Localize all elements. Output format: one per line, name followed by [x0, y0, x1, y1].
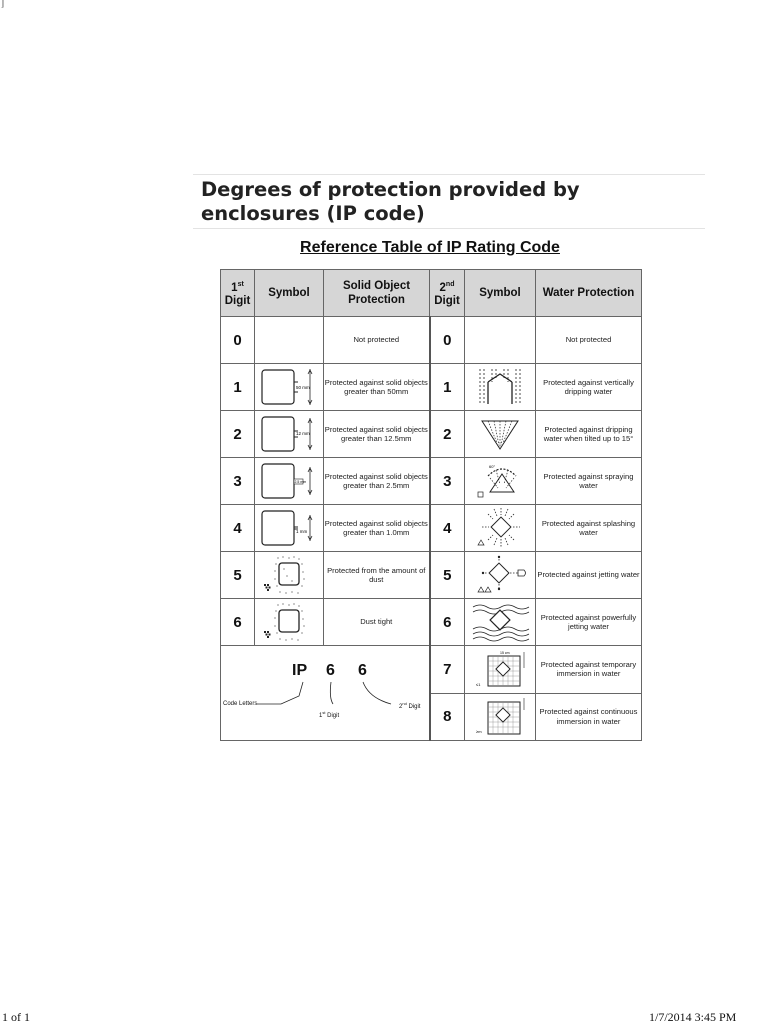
header-second-digit: 2nd Digit — [430, 270, 465, 317]
ip-example-cell — [221, 646, 430, 741]
header-symbol-water: Symbol — [465, 270, 536, 317]
code-letters-label: Code Letters — [223, 701, 258, 707]
table-row — [221, 599, 642, 646]
dust-tight-icon — [255, 599, 324, 646]
solid-symbol-empty — [255, 317, 324, 364]
water-digit: 8 — [430, 693, 465, 741]
page-title: Degrees of protection provided by enclosures (IP code) — [201, 178, 580, 225]
water-digit: 0 — [430, 317, 465, 364]
water-symbol-empty — [465, 317, 536, 364]
water-desc: Protected against jetting water — [536, 552, 642, 599]
jet-icon — [465, 552, 536, 599]
table-row — [221, 317, 642, 364]
svg-text:2.5 mm: 2.5 mm — [294, 480, 307, 484]
water-digit: 6 — [430, 599, 465, 646]
corner-mark: ] — [1, 0, 4, 8]
table-title: Reference Table of IP Rating Code — [300, 239, 560, 256]
page-count: 1 of 1 — [2, 1010, 30, 1024]
header-symbol: Symbol — [255, 270, 324, 317]
water-desc: Protected against spraying water — [536, 458, 642, 505]
table-row — [221, 364, 642, 411]
ip-code-letters: IP — [292, 662, 308, 679]
water-desc: Not protected — [536, 317, 642, 364]
splash-icon — [465, 505, 536, 552]
solid-digit: 3 — [221, 458, 255, 505]
solid-digit: 5 — [221, 552, 255, 599]
heading-rule-top — [193, 174, 705, 175]
box-2.5mm-icon — [255, 458, 324, 505]
solid-desc: Not protected — [324, 317, 430, 364]
solid-desc: Dust tight — [324, 599, 430, 646]
water-desc: Protected against splashing water — [536, 505, 642, 552]
powerful-jet-icon — [465, 599, 536, 646]
svg-text:15 cm: 15 cm — [500, 651, 510, 656]
water-digit: 3 — [430, 458, 465, 505]
svg-text:≤1: ≤1 — [476, 682, 481, 688]
solid-digit: 4 — [221, 505, 255, 552]
water-desc: Protected against continuous immersion in water — [536, 693, 642, 741]
spray-icon — [465, 458, 536, 505]
heading-rule-bottom — [193, 228, 705, 229]
table-row — [221, 552, 642, 599]
svg-text:≥m: ≥m — [476, 728, 482, 734]
box-1mm-icon — [255, 505, 324, 552]
ip-second-digit: 6 — [358, 662, 367, 679]
drip-15deg-icon — [465, 411, 536, 458]
box-50mm-icon — [255, 364, 324, 411]
table-row — [221, 411, 642, 458]
vertical-drip-icon — [465, 364, 536, 411]
svg-text:50 mm: 50 mm — [296, 385, 310, 390]
ip-rating-table — [220, 269, 642, 741]
solid-digit: 0 — [221, 317, 255, 364]
box-12mm-icon — [255, 411, 324, 458]
water-digit: 7 — [430, 646, 465, 694]
header-water-protection: Water Protection — [536, 270, 642, 317]
solid-desc: Protected against solid objects greater than 1.0mm — [324, 505, 430, 552]
header-solid-protection: Solid Object Protection — [324, 270, 430, 317]
header-row — [221, 270, 642, 317]
water-digit: 1 — [430, 364, 465, 411]
table-row — [221, 458, 642, 505]
table-row — [221, 505, 642, 552]
water-digit: 4 — [430, 505, 465, 552]
print-timestamp: 1/7/2014 3:45 PM — [649, 1010, 737, 1024]
ip-first-digit: 6 — [326, 662, 335, 679]
solid-desc: Protected against solid objects greater than 12.5mm — [324, 411, 430, 458]
first-digit-label: 1st Digit — [319, 710, 340, 719]
solid-desc: Protected against solid objects greater than 50mm — [324, 364, 430, 411]
svg-text:60°: 60° — [489, 464, 496, 469]
svg-text:12 mm: 12 mm — [296, 431, 310, 436]
water-desc: Protected against dripping water when tilted up to 15° — [536, 411, 642, 458]
water-digit: 5 — [430, 552, 465, 599]
table-row — [221, 646, 642, 694]
solid-desc: Protected against solid objects greater than 2.5mm — [324, 458, 430, 505]
water-digit: 2 — [430, 411, 465, 458]
second-digit-label: 2nd Digit — [399, 701, 421, 710]
water-desc: Protected against temporary immersion in water — [536, 646, 642, 694]
solid-digit: 2 — [221, 411, 255, 458]
water-desc: Protected against powerfully jetting water — [536, 599, 642, 646]
svg-text:1 mm: 1 mm — [296, 529, 308, 534]
water-desc: Protected against vertically dripping water — [536, 364, 642, 411]
header-first-digit: 1st Digit — [221, 270, 255, 317]
immersion-cont-icon — [465, 693, 536, 741]
dust-protected-icon — [255, 552, 324, 599]
solid-digit: 6 — [221, 599, 255, 646]
immersion-temp-icon — [465, 646, 536, 694]
solid-desc: Protected from the amount of dust — [324, 552, 430, 599]
solid-digit: 1 — [221, 364, 255, 411]
